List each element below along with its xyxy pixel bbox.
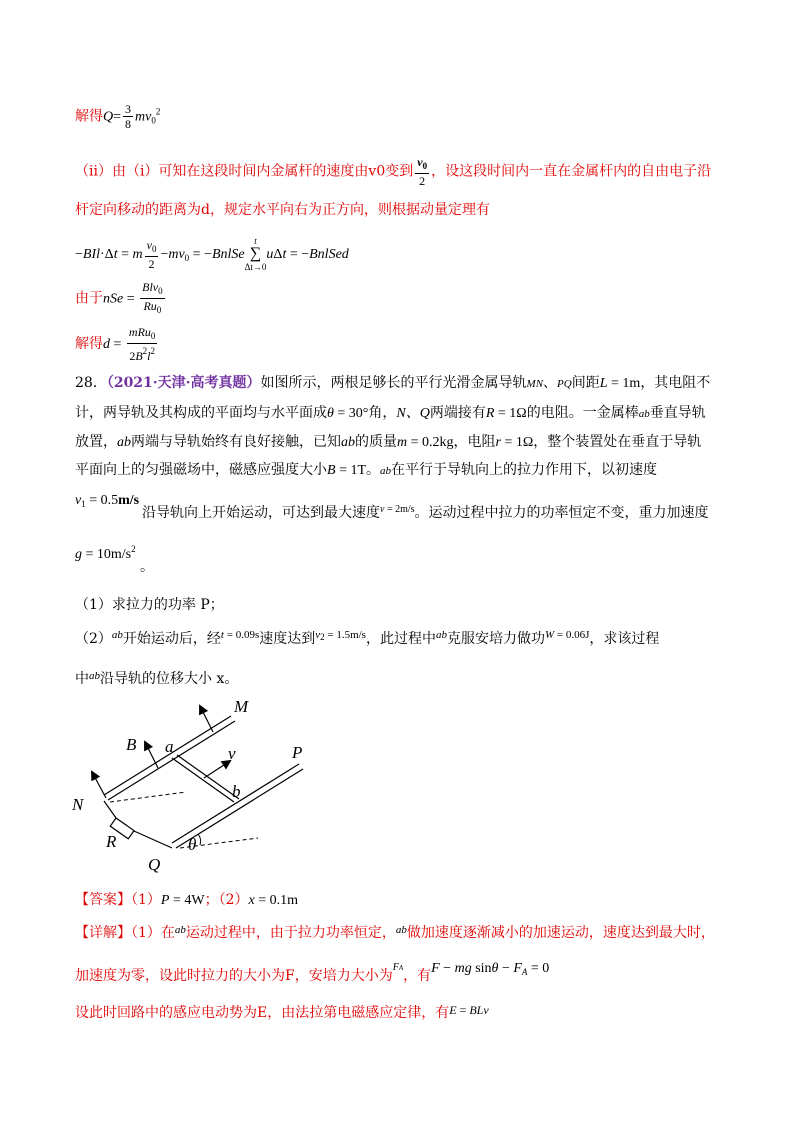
text-l4a: 平面向上的匀强磁场中，磁感应强度大小	[75, 462, 327, 478]
momentum-equation: −BIl·Δt = m $\frac{v_0}{2}$ $-mv_0$ = −BnlSe t ∑ Δt→0 uΔt = −BnlSed	[75, 236, 349, 272]
problem-28-line3: 放置，ab两端与导轨始终有良好接触，已知ab的质量m = 0.2kg，电阻r = 1Ω，整个装置处在垂直于导轨	[75, 434, 702, 450]
solution-ii-line2	[75, 199, 490, 219]
detail-line1: 【详解】（1）在$^{ab}$运动过程中，由于拉力功率恒定，$^{ab}$做加速度逐渐减小的加速运动，速度达到最大时，	[75, 924, 715, 941]
question-2-cont: 中$^{ab}$沿导轨的位移大小 x。	[75, 670, 239, 687]
solution-ii-line1: （ii）由（i）可知在这段时间内金属杆的速度由v0变到 $\frac{v_0}{2}$ ，设这段时间内一直在金属杆内的自由电子沿	[75, 155, 712, 188]
text-l3b: 两端与导轨始终有良好接触，已知	[131, 434, 341, 450]
problem-28-line5: 沿导轨向上开始运动，可达到最大速度$^v$ $^{= 2m/s}$。运动过程中拉力的功率恒定不变，重力加速度	[142, 504, 709, 521]
text-d1b: 运动过程中，由于拉力功率恒定，	[185, 925, 396, 941]
label-a: a	[165, 737, 174, 756]
label-m: M	[234, 698, 249, 716]
question-1	[75, 594, 224, 614]
rail-pq	[172, 764, 299, 843]
label-b-point: b	[232, 782, 241, 801]
text-q2f: ，求该过程	[589, 631, 660, 647]
formula-q: Q	[103, 109, 114, 125]
text-l2f: 垂直导轨	[649, 405, 706, 421]
text-q2b: 开始运动后，经	[122, 631, 221, 647]
text-l6: 。	[140, 559, 154, 575]
text-l3d: ，电阻	[453, 434, 496, 450]
problem-28-line6: $g = 10m/s^2$	[75, 544, 136, 562]
problem-28-line6-end	[140, 556, 154, 576]
answer-tag: 【答案】	[75, 892, 131, 908]
detail-line2: 加速度为零，设此时拉力的大小为F，安培力大小为$^{FA}$，有F − mg $\sin\theta - F_A = 0$	[75, 961, 550, 984]
problem-28-line4: 平面向上的匀强磁场中，磁感应强度大小B = 1T。ab在平行于导轨向上的拉力作用下，以初速度	[75, 462, 658, 478]
label-v: v	[228, 744, 236, 763]
question-2: $(2)^{ab}$开始运动后，经$^t$ $^{= 0.09s}$速度达到$^{v2}$ $^{= 1.5m/s}$，此过程中$^{ab}$克服安培力做功$^W$ $^{= 0.06J}$，求该过程	[75, 629, 660, 647]
label-p: P	[292, 743, 303, 762]
detail-line3: 设此时回路中的感应电动势为E，由法拉第电磁感应定律，有E = BLv	[75, 1003, 489, 1021]
text-q2c: 速度达到	[259, 631, 316, 647]
text-l2a: 计，两导轨及其构成的平面均与水平面成	[75, 405, 327, 421]
text-l2c: N、Q	[396, 406, 430, 421]
problem-28-line2: 计，两导轨及其构成的平面均与水平面成θ = 30°角，N、Q两端接有R = 1Ω的电阻。一金属棒ab垂直导轨	[75, 405, 706, 421]
solution-d: 解得d = $\frac{mRu_0}{2B^2l^2}$	[75, 325, 156, 363]
label-jiede: 解得	[75, 108, 103, 125]
solution-nse: 由于nSe = $\frac{Blv_0}{Ru_0}$	[75, 280, 163, 315]
answer-p2: ；（2）	[204, 892, 249, 908]
text-l5b: 。运动过程中拉力的功率恒定不变，重力加速度	[414, 505, 709, 521]
label-jiede-2: 解得	[75, 336, 103, 352]
text-l5a: 沿导轨向上开始运动，可达到最大速度	[142, 505, 380, 521]
answer-p1: （1）	[131, 892, 161, 908]
problem-28-line5a: $v_1 = 0.5m/s$	[75, 493, 140, 509]
problem-28-line1: 28．（2021·天津·高考真题）如图所示，两根足够长的平行光滑金属导轨MN、PQ间距L = 1m，其电阻不	[75, 375, 711, 391]
text-q3a: 中	[75, 671, 89, 687]
velocity-arrow	[204, 761, 230, 778]
text-l2d: 两端接有	[429, 405, 486, 421]
label-n: N	[72, 795, 84, 814]
text-q1: （1）求拉力的功率 P；	[75, 597, 224, 613]
text-p1: 如图所示，两根足够长的平行光滑金属导轨	[260, 375, 527, 391]
text-l2e: 的电阻。一金属棒	[526, 405, 639, 421]
text-p1c: 间距	[571, 375, 600, 391]
text-l3e: ，整个装置处在垂直于导轨	[533, 434, 702, 450]
text-ii-intro: （ii）由（i）可知在这段时间内金属杆的速度由v0变到	[75, 163, 414, 180]
label-q: Q	[148, 855, 161, 874]
text-d1a: （1）在	[131, 925, 175, 941]
answer-line: 【答案】（1）P = 4W；（2）x = 0.1m	[75, 892, 299, 908]
text-l3c: 的质量	[355, 434, 397, 450]
b-field-arrow-2	[145, 742, 158, 768]
text-l4c: 在平行于导轨向上的拉力作用下，以初速度	[391, 462, 658, 478]
text-q3b: 沿导轨的位移大小 x。	[100, 671, 239, 687]
text-q2d: ，此过程中	[365, 631, 436, 647]
text-q2e: 克服安培力做功	[446, 631, 545, 647]
problem-source: （2021·天津·高考真题）	[106, 375, 261, 391]
label-r: R	[106, 832, 117, 851]
text-p1b: 、	[543, 375, 558, 391]
text-p1d: ，其电阻不	[640, 375, 711, 391]
rail-diagram	[68, 698, 328, 878]
text-l3a: 放置，	[75, 434, 117, 450]
b-field-arrow-1	[92, 772, 106, 798]
text-d3: 设此时回路中的感应电动势为E，由法拉第电磁感应定律，有	[75, 1005, 450, 1021]
text-ii-mid: ，设这段时间内一直在金属杆内的自由电子沿	[431, 163, 712, 180]
text-d2b: ，有	[403, 968, 432, 984]
text-l2b: 角，	[368, 405, 397, 421]
solution-line-q: 解得Q= $\frac{3}{8}$ $mv_0^2$	[75, 102, 161, 131]
text-l4b: 。	[366, 462, 381, 478]
problem-number: 28．	[75, 375, 107, 391]
text-d2a: 加速度为零，设此时拉力的大小为F，安培力大小为	[75, 968, 393, 984]
text-q2a: （2）	[75, 631, 112, 647]
label-theta: θ	[188, 835, 197, 854]
text-d1c: 做加速度逐渐减小的加速运动，速度达到最大时，	[406, 925, 715, 941]
b-field-arrow-3	[200, 706, 213, 732]
text-ii-line2: 杆定向移动的距离为d，规定水平向右为正方向，则根据动量定理有	[75, 202, 490, 218]
label-b-field: B	[126, 735, 137, 754]
label-youyu: 由于	[75, 290, 103, 307]
detail-tag: 【详解】	[75, 925, 131, 941]
